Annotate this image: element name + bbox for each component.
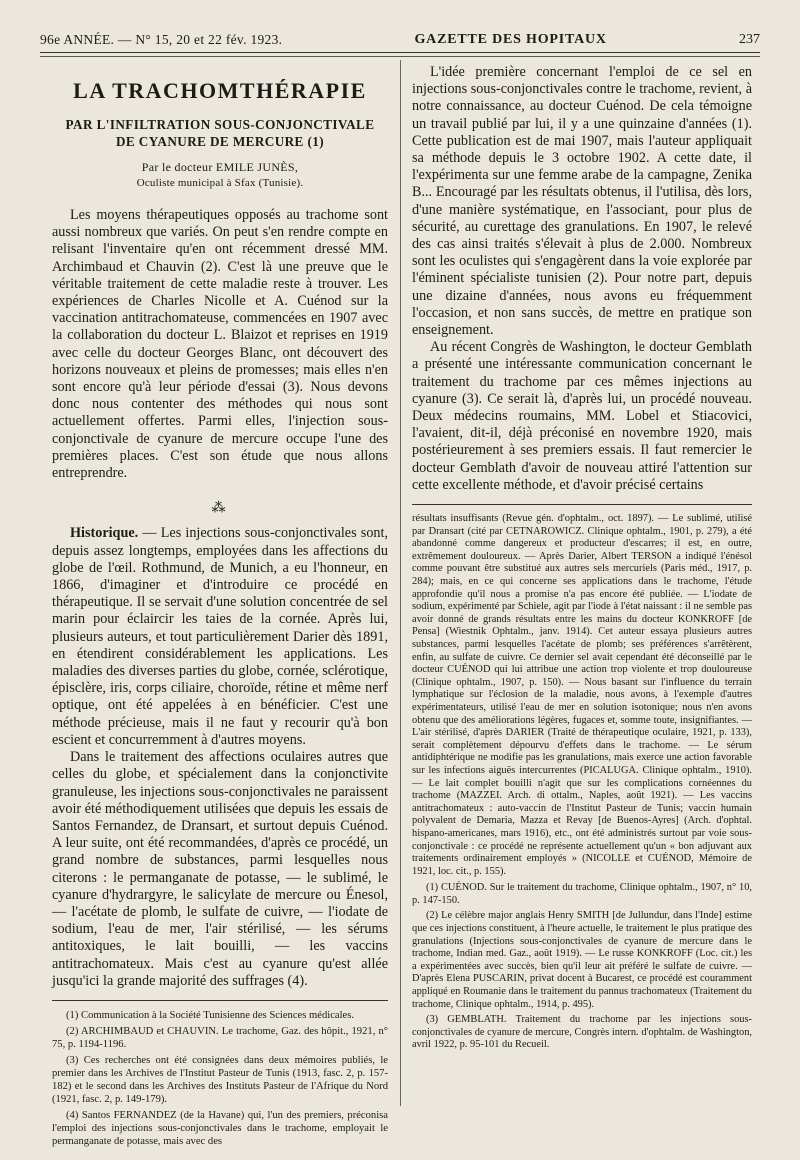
journal-name: GAZETTE DES HOPITAUX [414,32,607,47]
article-body-continued [412,64,752,494]
historique-paragraph-2: Dans le traitement des affections oculaires autres que celles du globe, et spécialement dans la conjonctivite granuleuse, les injections sous-conjonctivales ne paraissent avoir été méthodiquement utilisées que depuis les essais de Santos Fernandez, de Dransart, et surtout depuis Cuénod. A leur suite, ont été recommandées, d'après ce procédé, un grand nombre de substances, parmi lesquelles nous citerons : le permanganate de potasse, — le sublimé, le cyanure d'hydrargyre, le salicylate de mercure ou Énesol, — l'acétate de plomb, le sulfate de cuivre, — l'iodate de sodium, l'eau de mer, l'air stérilisé, — les sérums antitoxiques, le lait bouilli, — les vaccins antitrachomateux. Mais c'est au cyanure qu'est allée jusqu'ici la grande majorité des suffrages (4). [52,749,388,989]
footnote-continuation [412,513,752,878]
right-paragraph-2: Au récent Congrès de Washington, le docteur Gemblath a présenté une intéressante communication concernant le traitement du trachome par ces mêmes injections au cyanure (3). Ce serait là, d'après lui, un procédé nouveau. Deux médecins roumains, MM. Lobel et Stiacovici, l'avaient, dit-il, déjà préconisé en novembre 1920, mais postérieurement à ses premiers essais. Il faut remercier le docteur Gemblath d'avoir de nouveau attiré l'attention sur cette excellente méthode, et d'avoir précisé certains [412,339,752,493]
issue-info: 96e ANNÉE. — N° 15, 20 et 22 fév. 1923. [40,32,283,47]
page-number: 237 [738,32,760,47]
footnotes-left [52,1009,388,1148]
column-divider [400,60,401,1106]
footnote: (2) Le célèbre major anglais Henry SMITH [de Jullundur, dans l'Inde] estime que ces injections constituent, à l'heure actuelle, le traitement le plus pratique des granulations (Injections sous-conjonctivales de cyanure de mercure dans le trachome, Indian med. Gaz., août 1919). — Le russe KONKROFF (Loc. cit.) les a expérimentées avec succès, bien qu'il leur ait préféré le sulfate de cuivre. — D'après Elena PUSCARIN, privat docent à Bucarest, ce procédé est couramment appliqué en Roumanie dans le traitement du pannus trachomateux (Traitement du trachome, Clinique ophtalm., 1914, p. 495). [412,910,752,1010]
footnote-rule [52,1000,388,1001]
author-affiliation: Oculiste municipal à Sfax (Tunisie). [136,177,304,189]
footnote: (1) Communication à la Société Tunisienne des Sciences médicales. [66,1009,355,1021]
article-subtitle [52,116,388,150]
historique-paragraph [52,525,388,749]
footnote: (3) GEMBLATH. Traitement du trachome par les injections sous-conjonctivales de cyanure de mercure, Congrès intern. d'ophtalm. de Washington, avril 1922, p. 95-101 du Recueil. [412,1014,752,1051]
section-separator: ⁂ [211,501,229,517]
subtitle-line: DE CYANURE DE MERCURE (1) [115,134,325,149]
footnote-rule [412,504,752,505]
footnote-text: résultats insuffisants (Revue gén. d'ophtalm., oct. 1897). — Le sublimé, utilisé par Dransart (cité par CETNAROWICZ. Clinique ophtalm., 1901, p. 279), a été abandonné comme dangereux et producteur d'escarres; il est, en outre, extrêmement douloureux. — Après Darier, Albert TERSON a indiqué l'énésol comme pouvant être substitué aux autres sels mercuriels (Paris méd., 1917, p. 284); mais, en ce qui concerne ses applications dans le trachome, l'étude approfondie qu'il nous a promise n'a pas encore été publiée. — L'iodate de sodium, expérimenté par Schiele, agit par l'iode à l'état naissant : il ne semble pas avoir donné de grands résultats entre les mains du docteur KONKROFF [de Pensa] (Wiestnik Ophtalm., janv. 1914). Cet auteur essaya plusieurs autres substances, parmi lesquelles l'acétate de plomb; ses préférences s'arrêtèrent, enfin, au sulfate de cuivre. Ce dernier sel avait cependant été déconseillé par le docteur CUÉNOD qui lui attribue une action trop violente et trop douloureuse (Clinique ophtalm., 1907, p. 150). — Nous basant sur l'influence du terrain lymphatique sur l'éclosion de la maladie, nous avons, à l'exemple d'autres expérimentateurs, utilisé l'eau de mer en solution isotonique; nous n'en avons obtenu que des améliorations légères, fugaces et, somme toute, insignifiantes. — L'air stérilisé, d'après DARIER (Traité de thérapeutique oculaire, 1921, p. 133), serait complètement dépourvu d'effets dans le trachome. — Le sérum antidiphtérique ne modifie pas les granulations, mais exerce une action favorable sur les infections aiguës intercurrentes (PICALUGA. Clinique ophtalm., 1910). — Le lait complet bouilli n'agit que sur les complications cornéennes du trachome (MAZZEI. Arch. di ottalm., Naples, août 1921). — Les vaccins antitrachomateux : auto-vaccin de l'Institut Pasteur de Tunis; vaccin humain polyvalent de Demaria, Mazza et Revay [de Buenos-Ayres] (Arch. d'ophtal. hispano-americanes, mars 1916), etc., ont été administrés surtout par voie sous-conjonctivale : ce procédé ne représente actuellement qu'un « bon adjuvant aux traitements ordinairement employés » (NICOLLE et CUÉNOD, Mémoire de 1921, loc. cit., p. 155). [412,513,752,877]
footnote: (2) ARCHIMBAUD et CHAUVIN. Le trachome, Gaz. des hôpit., 1921, n° 75, p. 1194-1196. [52,1025,388,1050]
author-byline: Par le docteur EMILE JUNÈS, [141,160,299,174]
historique-text: — Les injections sous-conjonctivales sont, depuis assez longtemps, employées dans les affections du globe de l'œil. Rothmund, de Munich, a eu l'honneur, en 1866, d'imaginer et d'introduire ce procédé en thérapeutique. Il se servait d'une solution concentrée de sel marin pour éclaircir les taies de la cornée. Après lui, plusieurs auteurs, et tout particulièrement Darier dès 1891, en étendirent considérablement les applications. Les maladies des diverses parties du globe, cornée, sclérotique, épisclère, iris, corps ciliaire, choroïde, rétine et même nerf optique, ont été appelées à en bénéficier. C'est une méthode précieuse, mais il ne faut y recourir qu'à bon escient et concurremment à d'autres moyens. [52,525,388,748]
intro-paragraph: Les moyens thérapeutiques opposés au trachome sont aussi nombreux que variés. On peut s'en rendre compte en relisant l'inventaire qu'en ont récemment dressé MM. Archimbaud et Chauvin (2). C'est là une preuve que le véritable traitement de cette maladie reste à trouver. Les expériences de Charles Nicolle et A. Cuénod sur la vaccination antitrachomateuse, commencées en 1907 avec la collaboration du docteur L. Blaizot et reprises en 1919 avec celle du docteur Georges Blanc, ont découvert des horizons nouveaux et pleins de promesses; mais elles n'en sont encore qu'à leur période d'essai (3). Nous devons donc nous contenter des méthodes qui nous sont actuellement offertes. Parmi elles, l'injection sous-conjonctivale de cyanure de mercure occupe l'une des premières places. C'est son étude que nous allons entreprendre. [52,207,388,482]
article-title: LA TRACHOMTHÉRAPIE [73,78,367,103]
right-paragraph-1: L'idée première concernant l'emploi de ce sel en injections sous-conjonctivales contre le trachome, revient, à notre connaissance, au docteur Cuénod. De cela témoigne un travail publié par lui, il y a une quinzaine d'années (1). Cette publication est de mai 1907, mais l'auteur appliquait sa méthode depuis le 3 octobre 1902. A cette date, il l'expérimenta sur une femme arabe de la campagne, Zenika B... Encouragé par les résultats obtenus, il l'utilisa, dès lors, d'une manière systématique, en l'associant, pour plus de sécurité, au curettage des granulations. En 1907, le relevé des cas ainsi traités s'élevait à plus de 2.000. Nombreux sont les oculistes qui s'engagèrent dans la voie explorée par l'éminent spécialiste tunisien (2). Pour notre part, depuis une dizaine d'années, nous avons eu fréquemment l'occasion, et non sans succès, de mettre en pratique son enseignement. [412,64,752,339]
article-body [52,207,388,990]
right-column [412,64,752,1055]
footnote: (4) Santos FERNANDEZ (de la Havane) qui, l'un des premiers, préconisa l'emploi des injections sous-conjonctivales dans le trachome, employait le permanganate de potasse, mais avec des [52,1109,388,1147]
header-rule [40,52,760,53]
header-rule-thin [40,56,760,57]
page-header [40,26,760,48]
subtitle-line: PAR L'INFILTRATION SOUS-CONJONCTIVALE [65,117,375,132]
footnotes-right [412,882,752,1052]
footnote: (3) Ces recherches ont été consignées dans deux mémoires publiés, le premier dans les Archives de l'Institut Pasteur de Tunis (1913, fasc. 2, p. 157-182) et le second dans les Archives des Instituts Pasteur de l'Afrique du Nord (1921, fasc. 2, p. 149-179). [52,1054,388,1105]
section-heading: Historique. [70,525,139,542]
left-column [52,64,388,1151]
footnote: (1) CUÉNOD. Sur le traitement du trachome, Clinique ophtalm., 1907, n° 10, p. 147-150. [412,882,752,906]
